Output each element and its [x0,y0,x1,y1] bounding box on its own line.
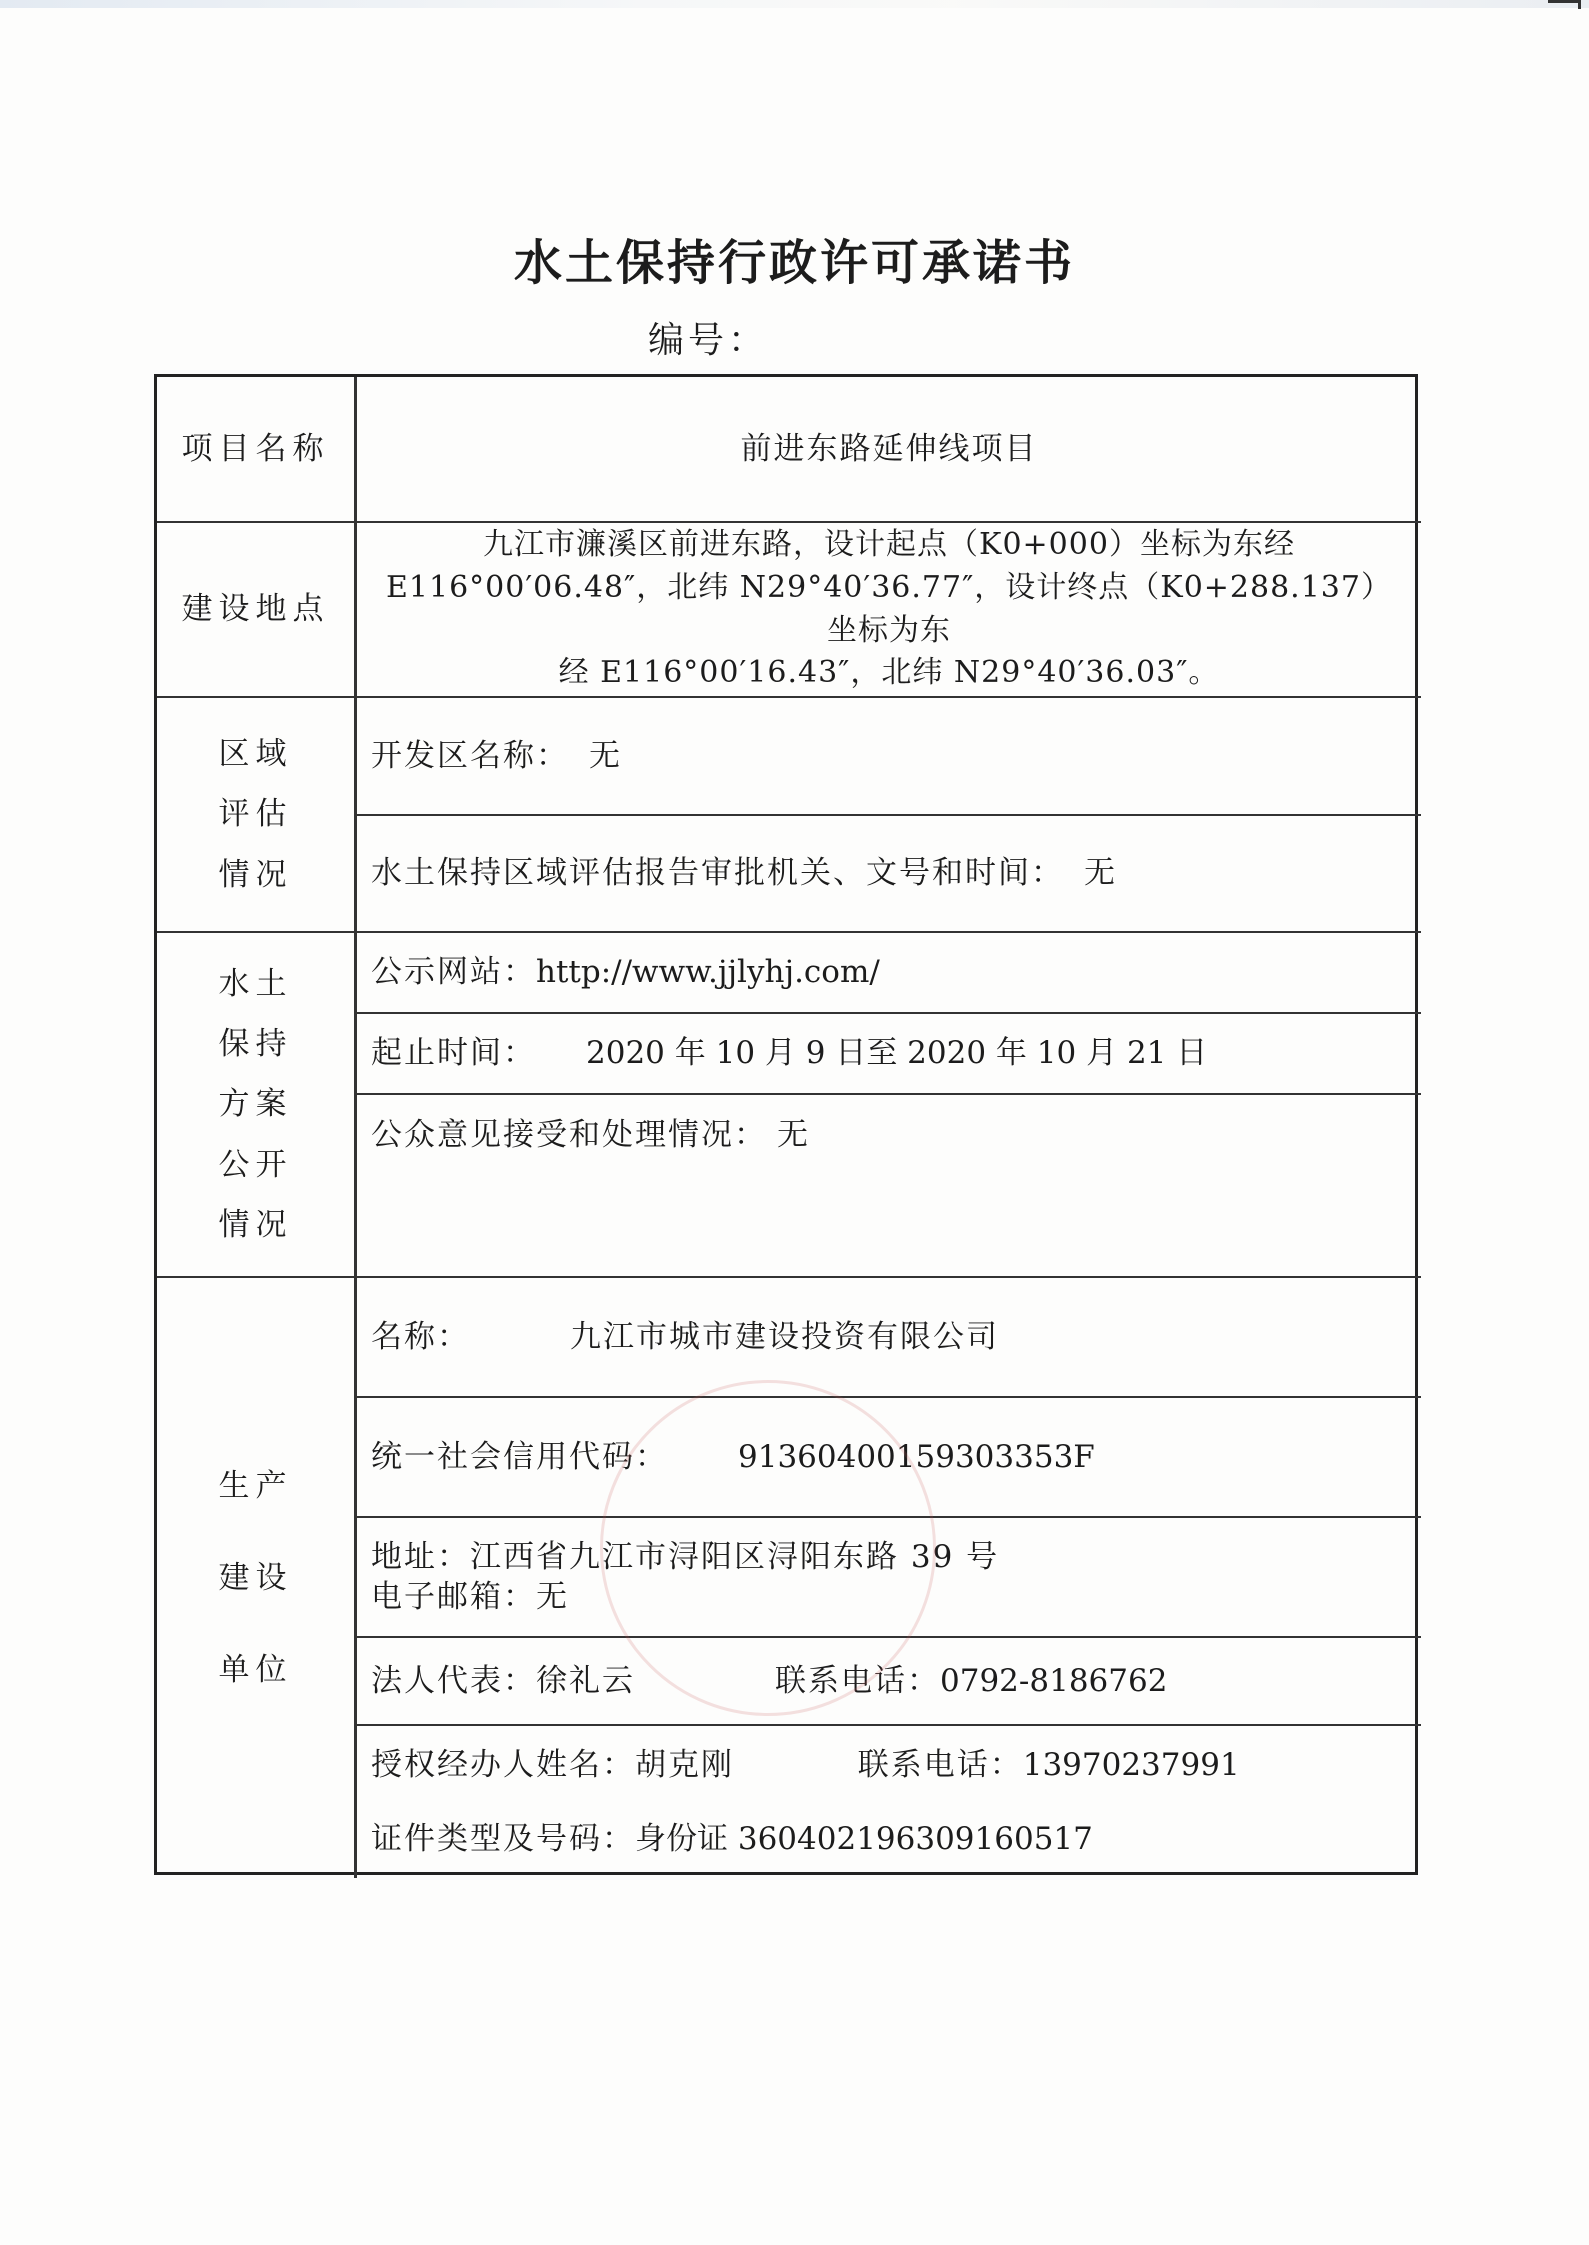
dev-zone-label: 开发区名称： [371,737,569,774]
corner-mark [1548,0,1581,9]
unit-name-label: 名称： [371,1318,470,1355]
dev-zone-value: 无 [589,737,622,774]
agent-phone-value: 13970237991 [1022,1746,1240,1783]
unit-label-line-3: 单位 [218,1652,293,1688]
assessment-report-label: 水土保持区域评估报告审批机关、文号和时间： [371,855,1064,892]
document-number-label: 编号： [648,320,769,361]
opinion-label: 公众意见接受和处理情况： [371,1117,767,1153]
website-link[interactable]: http://www.jjlyhj.com/ [536,954,880,991]
credit-code-value: 91360400159303353F [738,1438,1095,1475]
legal-phone-label: 联系电话： [775,1662,940,1699]
unit-label-line-2: 建设 [218,1559,293,1596]
opinion-row [357,1095,1421,1276]
agent-line [371,1728,1240,1802]
publicity-label-line-4: 公开 [218,1146,293,1183]
unit-label [157,1278,354,1878]
site-value [357,523,1421,696]
credit-code-label: 统一社会信用代码： [371,1438,668,1475]
document-title: 水土保持行政许可承诺书 [513,235,1075,291]
publicity-label-line-1: 水土 [218,966,293,1003]
unit-name-row [357,1278,1421,1396]
site-line-2: E116°00′06.48″，北纬 N29°40′36.77″，设计终点（K0+288.137）坐标为东 [386,569,1392,648]
project-name-value: 前进东路延伸线项目 [740,430,1038,467]
scan-edge [0,0,1589,8]
agent-phone-label: 联系电话： [857,1746,1023,1783]
site-line-3: 经 E116°00′16.43″，北纬 N29°40′36.03″。 [558,655,1220,691]
opinion-value: 无 [777,1117,810,1153]
id-label: 证件类型及号码： [371,1821,635,1857]
site-line-1: 九江市濂溪区前进东路，设计起点（K0+000）坐标为东经 [483,527,1295,563]
email-line [371,1577,569,1617]
faint-seal-stamp [600,1380,936,1716]
legal-rep-value: 徐礼云 [536,1662,635,1699]
publicity-label [157,933,354,1276]
website-label: 公示网站： [371,954,536,991]
project-name-label: 项目名称 [181,430,330,467]
email-label: 电子邮箱： [371,1579,536,1615]
dev-zone-row [357,698,1421,814]
email-value: 无 [536,1579,569,1615]
period-value: 2020 年 10 月 9 日至 2020 年 10 月 21 日 [586,1035,1208,1072]
unit-name-value: 九江市城市建设投资有限公司 [570,1318,999,1355]
legal-rep-label: 法人代表： [371,1662,536,1699]
agent-value: 胡克刚 [635,1746,734,1783]
region-label-line-1: 区域 [218,736,293,773]
legal-phone-value: 0792-8186762 [940,1662,1168,1699]
region-label-line-3: 情况 [218,856,293,893]
id-value: 身份证 360402196309160517 [635,1821,1093,1857]
unit-label-line-1: 生产 [218,1467,293,1504]
period-label: 起止时间： [371,1035,536,1072]
website-row [357,933,1421,1012]
publicity-label-line-2: 保持 [218,1026,293,1063]
id-line [371,1802,1093,1876]
site-label: 建设地点 [181,591,330,628]
address-value: 江西省九江市浔阳区浔阳东路 39 号 [470,1538,1000,1575]
publicity-label-line-3: 方案 [218,1086,293,1123]
address-label: 地址： [371,1538,470,1575]
period-row [357,1014,1421,1093]
region-label-line-2: 评估 [218,796,293,833]
publicity-label-line-5: 情况 [218,1206,293,1243]
region-label [157,698,354,931]
assessment-report-value: 无 [1084,855,1117,892]
agent-label: 授权经办人姓名： [371,1746,635,1783]
assessment-report-row [357,816,1421,931]
agent-row [357,1726,1421,1878]
